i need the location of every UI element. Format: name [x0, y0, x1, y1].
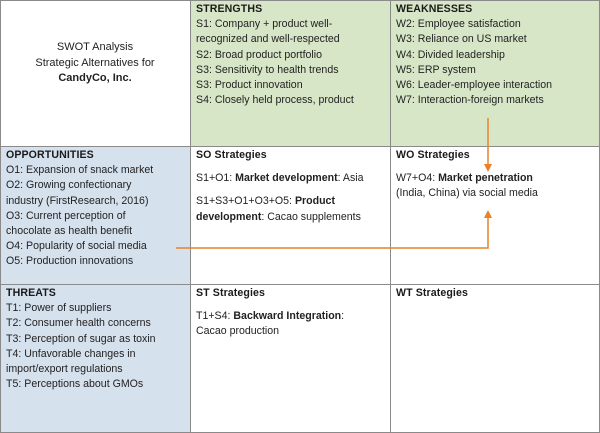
so-heading: SO Strategies [196, 149, 267, 161]
grid-line [0, 284, 600, 285]
threat-item: T2: Consumer health concerns [6, 317, 151, 330]
grid-line [0, 0, 600, 1]
st-strategy-1-cont: Cacao production [196, 325, 280, 338]
threat-item: T1: Power of suppliers [6, 302, 112, 315]
swot-title-cell [0, 0, 190, 146]
st-strategies-cell [190, 284, 390, 433]
so-strategy-2-cont: development: Cacao supplements [196, 210, 361, 223]
weaknesses-heading: WEAKNESSES [396, 3, 473, 15]
st-strategy-1: T1+S4: Backward Integration: [196, 310, 345, 323]
wt-strategies-cell [390, 284, 600, 433]
threat-item: T3: Perception of sugar as toxin [6, 332, 156, 345]
grid-line [190, 0, 191, 433]
wt-heading: WT Strategies [396, 287, 468, 299]
opportunity-item: O1: Expansion of snack market [6, 164, 154, 177]
weakness-item: W7: Interaction-foreign markets [396, 94, 544, 107]
swot-title: SWOT Analysis [56, 41, 134, 53]
threats-heading: THREATS [6, 287, 56, 299]
threat-item: T4: Unfavorable changes in [6, 347, 136, 360]
weakness-item: W2: Employee satisfaction [396, 18, 521, 31]
strength-item: S4: Closely held process, product [196, 94, 354, 107]
strengths-heading: STRENGTHS [196, 3, 263, 15]
so-strategies-cell [190, 146, 390, 284]
threats-cell [0, 284, 190, 433]
opportunity-item: industry (FirstResearch, 2016) [6, 194, 149, 207]
wo-strategy-1: W7+O4: Market penetration [396, 172, 533, 185]
swot-subtitle: Strategic Alternatives for [35, 56, 155, 69]
grid-line [0, 146, 600, 147]
threat-item: import/export regulations [6, 363, 123, 376]
grid-line [0, 0, 1, 433]
strength-item: S2: Broad product portfolio [196, 48, 323, 61]
weakness-item: W4: Divided leadership [396, 48, 505, 61]
opportunity-item: O3: Current perception of [6, 209, 126, 222]
grid-line [390, 0, 391, 433]
wo-strategies-cell [390, 146, 600, 284]
opportunity-item: chocolate as health benefit [6, 225, 133, 238]
strengths-cell [190, 0, 390, 146]
weakness-item: W6: Leader-employee interaction [396, 79, 553, 92]
threat-item: T5: Perceptions about GMOs [6, 378, 144, 391]
weaknesses-cell [390, 0, 600, 146]
opportunity-item: O4: Popularity of social media [6, 240, 147, 253]
strength-item: recognized and well-respected [196, 33, 340, 46]
weakness-item: W5: ERP system [396, 63, 476, 76]
so-strategy-2: S1+S3+O1+O3+O5: Product [196, 195, 335, 208]
opportunities-cell [0, 146, 190, 284]
strength-item: S3: Sensitivity to health trends [196, 63, 339, 76]
opportunity-item: O5: Production innovations [6, 255, 134, 268]
opportunity-item: O2: Growing confectionary [6, 179, 132, 192]
strength-item: S3: Product innovation [196, 79, 303, 92]
wo-heading: WO Strategies [396, 149, 470, 161]
opportunities-heading: OPPORTUNITIES [6, 149, 94, 161]
wo-strategy-1-cont: (India, China) via social media [396, 187, 538, 200]
company-name: CandyCo, Inc. [58, 72, 132, 84]
st-heading: ST Strategies [196, 287, 266, 299]
strength-item: S1: Company + product well- [196, 18, 333, 31]
weakness-item: W3: Reliance on US market [396, 33, 527, 46]
so-strategy-1: S1+O1: Market development: Asia [196, 172, 364, 185]
